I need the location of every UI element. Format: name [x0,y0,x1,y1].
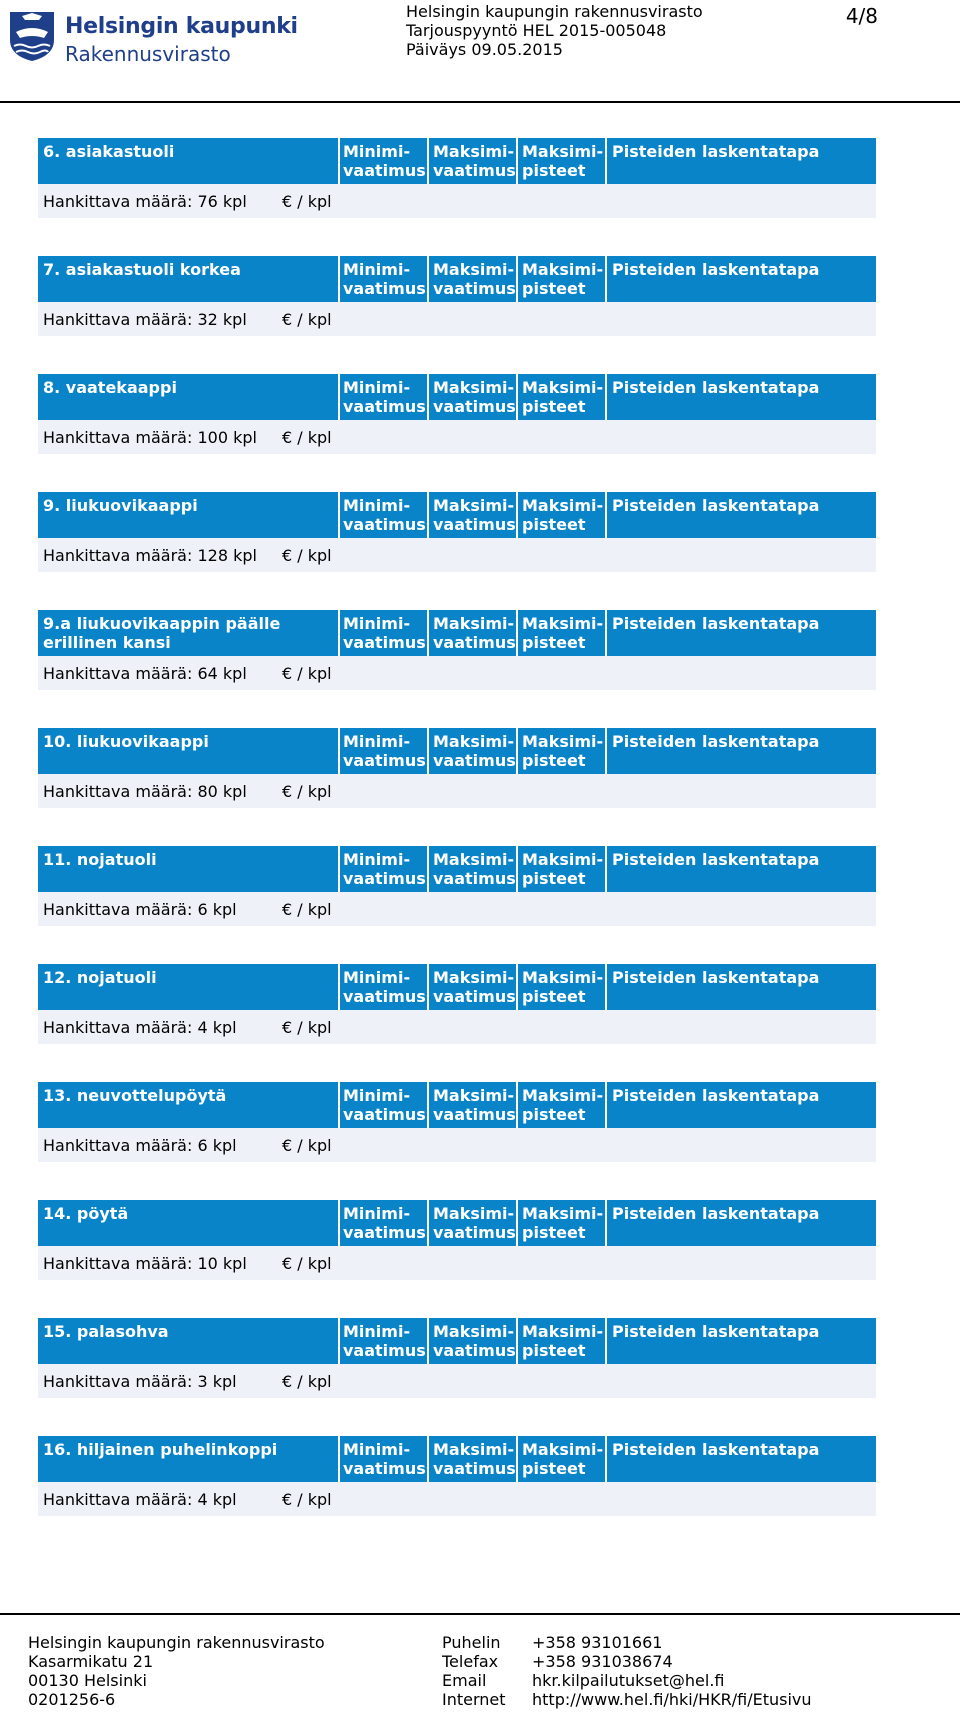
criterion-block [38,1082,876,1164]
criterion-title: 14. pöytä [43,1204,129,1223]
criterion-title: 12. nojatuoli [43,968,157,987]
quantity-row [38,420,876,454]
max-points-header: Maksimi- pisteet [522,378,604,416]
quantity-text: Hankittava määrä: 10 kpl [43,1254,247,1273]
quantity-text: Hankittava määrä: 64 kpl [43,664,247,683]
min-requirement-header: Minimi- vaatimus [343,1440,426,1478]
min-requirement-header: Minimi- vaatimus [343,260,426,298]
organization: Helsingin kaupungin rakennusvirasto [406,2,703,21]
quantity-text: Hankittava määrä: 3 kpl [43,1372,237,1391]
criterion-block [38,492,876,574]
max-points-header: Maksimi- pisteet [522,850,604,888]
scoring-method-header: Pisteiden laskentatapa [612,378,820,397]
fax-value: +358 931038674 [532,1652,673,1671]
unit-price-label: € / kpl [282,192,332,211]
criterion-block [38,256,876,338]
unit-price-label: € / kpl [282,1372,332,1391]
document-info [406,2,703,59]
footer-business-id: 0201256-6 [28,1690,116,1709]
scoring-method-header: Pisteiden laskentatapa [612,968,820,987]
footer-contact-values [532,1633,812,1709]
max-points-header: Maksimi- pisteet [522,260,604,298]
criterion-header-row [38,138,876,184]
criterion-header-row [38,1436,876,1482]
criterion-header-row [38,728,876,774]
tender-reference: Tarjouspyyntö HEL 2015-005048 [406,21,667,40]
email-link[interactable]: hkr.kilpailutukset@hel.fi [532,1671,725,1690]
email-label: Email [442,1671,487,1690]
fax-label: Telefax [442,1652,499,1671]
min-requirement-header: Minimi- vaatimus [343,614,426,652]
quantity-row [38,538,876,572]
phone-value: +358 93101661 [532,1633,663,1652]
max-requirement-header: Maksimi- vaatimus [433,850,516,888]
unit-price-label: € / kpl [282,1136,332,1155]
max-points-header: Maksimi- pisteet [522,1440,604,1478]
unit-price-label: € / kpl [282,428,332,447]
scoring-method-header: Pisteiden laskentatapa [612,1440,820,1459]
min-requirement-header: Minimi- vaatimus [343,968,426,1006]
quantity-row [38,1128,876,1162]
scoring-method-header: Pisteiden laskentatapa [612,1086,820,1105]
max-requirement-header: Maksimi- vaatimus [433,142,516,180]
unit-price-label: € / kpl [282,900,332,919]
min-requirement-header: Minimi- vaatimus [343,732,426,770]
criterion-block [38,138,876,220]
max-requirement-header: Maksimi- vaatimus [433,1086,516,1124]
criterion-header-row [38,1082,876,1128]
max-requirement-header: Maksimi- vaatimus [433,260,516,298]
quantity-row [38,302,876,336]
internet-link[interactable]: http://www.hel.fi/hki/HKR/fi/Etusivu [532,1690,812,1709]
footer-contact-labels [442,1633,506,1709]
scoring-method-header: Pisteiden laskentatapa [612,260,820,279]
unit-price-label: € / kpl [282,1018,332,1037]
max-points-header: Maksimi- pisteet [522,732,604,770]
max-points-header: Maksimi- pisteet [522,1204,604,1242]
criterion-title: 9.a liukuovikaappin päälle erillinen kansi [43,614,281,652]
max-points-header: Maksimi- pisteet [522,1322,604,1360]
criterion-header-row [38,1200,876,1246]
scoring-method-header: Pisteiden laskentatapa [612,614,820,633]
criterion-title: 16. hiljainen puhelinkoppi [43,1440,278,1459]
unit-price-label: € / kpl [282,1254,332,1273]
logo-name: Helsingin kaupunki [65,14,298,39]
helsinki-crest-icon [8,10,56,62]
quantity-row [38,1364,876,1398]
quantity-text: Hankittava määrä: 32 kpl [43,310,247,329]
quantity-row [38,892,876,926]
quantity-row [38,1010,876,1044]
phone-label: Puhelin [442,1633,501,1652]
max-points-header: Maksimi- pisteet [522,142,604,180]
criterion-header-row [38,964,876,1010]
max-requirement-header: Maksimi- vaatimus [433,1322,516,1360]
max-requirement-header: Maksimi- vaatimus [433,1204,516,1242]
criterion-title: 6. asiakastuoli [43,142,175,161]
quantity-text: Hankittava määrä: 80 kpl [43,782,247,801]
unit-price-label: € / kpl [282,782,332,801]
min-requirement-header: Minimi- vaatimus [343,496,426,534]
criterion-title: 15. palasohva [43,1322,169,1341]
criterion-block [38,964,876,1046]
min-requirement-header: Minimi- vaatimus [343,142,426,180]
max-requirement-header: Maksimi- vaatimus [433,732,516,770]
min-requirement-header: Minimi- vaatimus [343,1086,426,1124]
criterion-title: 10. liukuovikaappi [43,732,209,751]
quantity-row [38,184,876,218]
scoring-method-header: Pisteiden laskentatapa [612,142,820,161]
min-requirement-header: Minimi- vaatimus [343,1204,426,1242]
unit-price-label: € / kpl [282,546,332,565]
criterion-title: 8. vaatekaappi [43,378,177,397]
criterion-block [38,1200,876,1282]
scoring-method-header: Pisteiden laskentatapa [612,1322,820,1341]
min-requirement-header: Minimi- vaatimus [343,378,426,416]
scoring-method-header: Pisteiden laskentatapa [612,496,820,515]
quantity-text: Hankittava määrä: 128 kpl [43,546,257,565]
min-requirement-header: Minimi- vaatimus [343,1322,426,1360]
max-requirement-header: Maksimi- vaatimus [433,378,516,416]
max-points-header: Maksimi- pisteet [522,614,604,652]
min-requirement-header: Minimi- vaatimus [343,850,426,888]
quantity-text: Hankittava määrä: 4 kpl [43,1018,237,1037]
max-requirement-header: Maksimi- vaatimus [433,1440,516,1478]
criterion-block [38,610,876,692]
scoring-method-header: Pisteiden laskentatapa [612,850,820,869]
quantity-row [38,774,876,808]
quantity-text: Hankittava määrä: 76 kpl [43,192,247,211]
quantity-text: Hankittava määrä: 4 kpl [43,1490,237,1509]
logo-department: Rakennusvirasto [65,42,231,66]
criterion-header-row [38,256,876,302]
internet-label: Internet [442,1690,506,1709]
criterion-title: 9. liukuovikaappi [43,496,198,515]
max-points-header: Maksimi- pisteet [522,496,604,534]
scoring-method-header: Pisteiden laskentatapa [612,732,820,751]
document-date: Päiväys 09.05.2015 [406,40,563,59]
page-number: 4/8 [845,4,878,28]
unit-price-label: € / kpl [282,310,332,329]
quantity-row [38,1246,876,1280]
max-points-header: Maksimi- pisteet [522,968,604,1006]
header-divider [0,101,960,103]
criterion-block [38,846,876,928]
footer-address [28,1633,325,1709]
criterion-header-row [38,374,876,420]
criterion-title: 13. neuvottelupöytä [43,1086,227,1105]
quantity-row [38,1482,876,1516]
unit-price-label: € / kpl [282,1490,332,1509]
criterion-header-row [38,1318,876,1364]
criterion-header-row [38,846,876,892]
criterion-header-row [38,492,876,538]
city-logo [8,10,298,66]
criterion-block [38,1436,876,1518]
criterion-block [38,1318,876,1400]
footer-divider [0,1613,960,1615]
max-points-header: Maksimi- pisteet [522,1086,604,1124]
quantity-text: Hankittava määrä: 100 kpl [43,428,257,447]
criterion-block [38,728,876,810]
criterion-header-row [38,610,876,656]
page-header [0,0,960,103]
max-requirement-header: Maksimi- vaatimus [433,614,516,652]
criterion-title: 11. nojatuoli [43,850,157,869]
footer-street: Kasarmikatu 21 [28,1652,154,1671]
quantity-text: Hankittava määrä: 6 kpl [43,900,237,919]
criterion-block [38,374,876,456]
quantity-text: Hankittava määrä: 6 kpl [43,1136,237,1155]
max-requirement-header: Maksimi- vaatimus [433,968,516,1006]
footer-postal: 00130 Helsinki [28,1671,147,1690]
max-requirement-header: Maksimi- vaatimus [433,496,516,534]
quantity-row [38,656,876,690]
unit-price-label: € / kpl [282,664,332,683]
scoring-method-header: Pisteiden laskentatapa [612,1204,820,1223]
criterion-title: 7. asiakastuoli korkea [43,260,241,279]
footer-org: Helsingin kaupungin rakennusvirasto [28,1633,325,1652]
